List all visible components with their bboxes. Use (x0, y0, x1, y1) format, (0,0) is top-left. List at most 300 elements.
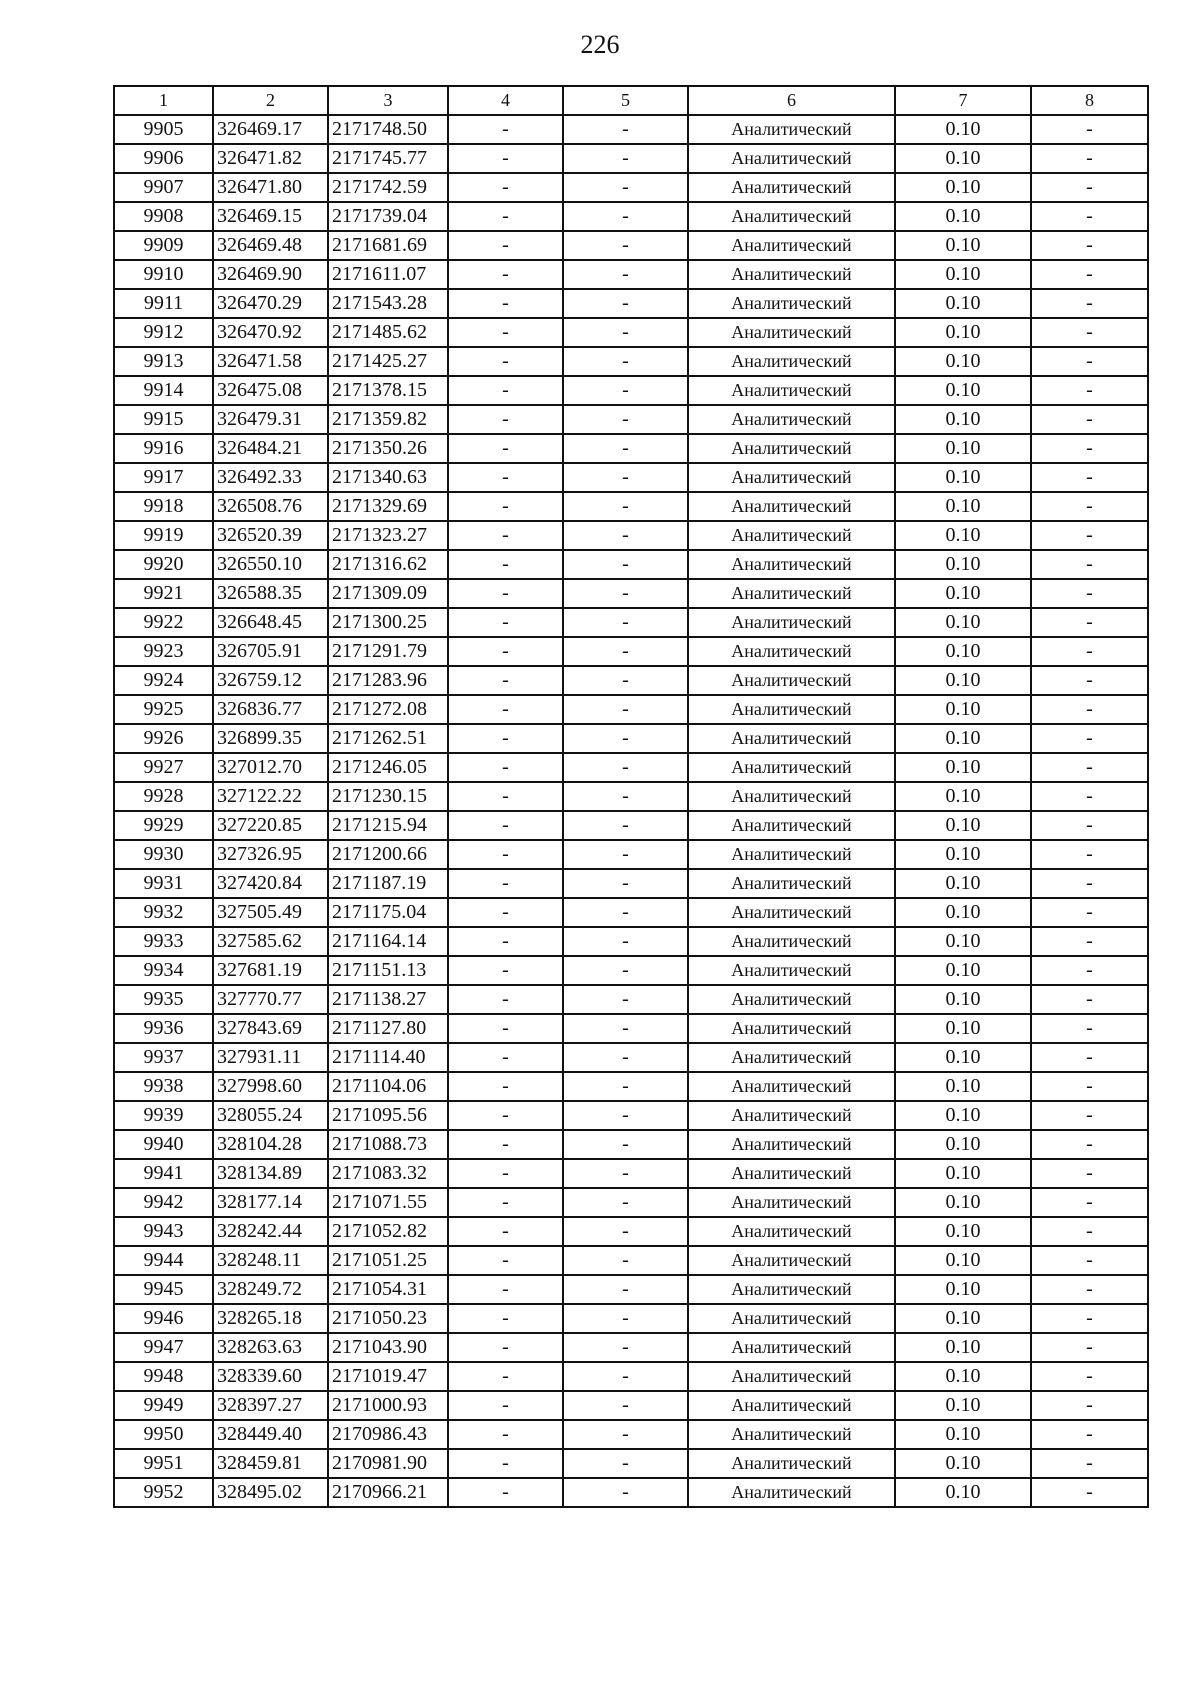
column-4-cell: - (448, 318, 563, 347)
accuracy-cell: 0.10 (895, 637, 1031, 666)
table-row (114, 1333, 1148, 1362)
y-coordinate-cell: 2171187.19 (328, 869, 448, 898)
column-4-cell: - (448, 637, 563, 666)
y-coordinate-cell: 2171019.47 (328, 1362, 448, 1391)
column-8-cell: - (1031, 840, 1148, 869)
y-coordinate-cell: 2171485.62 (328, 318, 448, 347)
column-8-cell: - (1031, 608, 1148, 637)
accuracy-cell: 0.10 (895, 840, 1031, 869)
point-number-cell: 9915 (114, 405, 213, 434)
y-coordinate-cell: 2170966.21 (328, 1478, 448, 1507)
table-row (114, 1391, 1148, 1420)
column-5-cell: - (563, 376, 688, 405)
accuracy-cell: 0.10 (895, 1304, 1031, 1333)
table-row (114, 927, 1148, 956)
column-5-cell: - (563, 1043, 688, 1072)
column-5-cell: - (563, 753, 688, 782)
accuracy-cell: 0.10 (895, 985, 1031, 1014)
y-coordinate-cell: 2171742.59 (328, 173, 448, 202)
column-4-cell: - (448, 1072, 563, 1101)
column-4-cell: - (448, 492, 563, 521)
x-coordinate-cell: 326471.80 (213, 173, 328, 202)
method-cell: Аналитический (688, 1420, 895, 1449)
accuracy-cell: 0.10 (895, 811, 1031, 840)
y-coordinate-cell: 2171739.04 (328, 202, 448, 231)
y-coordinate-cell: 2171681.69 (328, 231, 448, 260)
y-coordinate-cell: 2171215.94 (328, 811, 448, 840)
point-number-cell: 9908 (114, 202, 213, 231)
x-coordinate-cell: 326484.21 (213, 434, 328, 463)
point-number-cell: 9909 (114, 231, 213, 260)
table-row (114, 521, 1148, 550)
y-coordinate-cell: 2171300.25 (328, 608, 448, 637)
column-5-cell: - (563, 405, 688, 434)
column-8-cell: - (1031, 434, 1148, 463)
column-5-cell: - (563, 1072, 688, 1101)
column-5-cell: - (563, 231, 688, 260)
y-coordinate-cell: 2171745.77 (328, 144, 448, 173)
table-row (114, 1159, 1148, 1188)
table-row (114, 202, 1148, 231)
y-coordinate-cell: 2171052.82 (328, 1217, 448, 1246)
table-body (114, 86, 1148, 1507)
column-8-cell: - (1031, 1478, 1148, 1507)
method-cell: Аналитический (688, 1391, 895, 1420)
column-5-cell: - (563, 1188, 688, 1217)
column-4-cell: - (448, 202, 563, 231)
accuracy-cell: 0.10 (895, 405, 1031, 434)
column-8-cell: - (1031, 1275, 1148, 1304)
x-coordinate-cell: 327326.95 (213, 840, 328, 869)
x-coordinate-cell: 326471.82 (213, 144, 328, 173)
point-number-cell: 9946 (114, 1304, 213, 1333)
method-cell: Аналитический (688, 1449, 895, 1478)
column-5-cell: - (563, 579, 688, 608)
y-coordinate-cell: 2171246.05 (328, 753, 448, 782)
column-5-cell: - (563, 985, 688, 1014)
point-number-cell: 9913 (114, 347, 213, 376)
point-number-cell: 9929 (114, 811, 213, 840)
column-8-cell: - (1031, 1246, 1148, 1275)
method-cell: Аналитический (688, 956, 895, 985)
method-cell: Аналитический (688, 1159, 895, 1188)
x-coordinate-cell: 328265.18 (213, 1304, 328, 1333)
column-4-cell: - (448, 1188, 563, 1217)
accuracy-cell: 0.10 (895, 1130, 1031, 1159)
method-cell: Аналитический (688, 1478, 895, 1507)
column-8-cell: - (1031, 1101, 1148, 1130)
column-8-cell: - (1031, 115, 1148, 144)
x-coordinate-cell: 328459.81 (213, 1449, 328, 1478)
x-coordinate-cell: 326469.17 (213, 115, 328, 144)
accuracy-cell: 0.10 (895, 1420, 1031, 1449)
column-5-cell: - (563, 202, 688, 231)
column-5-cell: - (563, 869, 688, 898)
method-cell: Аналитический (688, 753, 895, 782)
accuracy-cell: 0.10 (895, 260, 1031, 289)
point-number-cell: 9906 (114, 144, 213, 173)
column-4-cell: - (448, 695, 563, 724)
table-row (114, 173, 1148, 202)
method-cell: Аналитический (688, 202, 895, 231)
column-4-cell: - (448, 753, 563, 782)
table-header-row (114, 86, 1148, 115)
table-row (114, 1130, 1148, 1159)
method-cell: Аналитический (688, 347, 895, 376)
x-coordinate-cell: 328134.89 (213, 1159, 328, 1188)
accuracy-cell: 0.10 (895, 1043, 1031, 1072)
point-number-cell: 9934 (114, 956, 213, 985)
x-coordinate-cell: 327998.60 (213, 1072, 328, 1101)
point-number-cell: 9931 (114, 869, 213, 898)
accuracy-cell: 0.10 (895, 231, 1031, 260)
point-number-cell: 9949 (114, 1391, 213, 1420)
y-coordinate-cell: 2171748.50 (328, 115, 448, 144)
column-8-cell: - (1031, 405, 1148, 434)
point-number-cell: 9952 (114, 1478, 213, 1507)
accuracy-cell: 0.10 (895, 1159, 1031, 1188)
y-coordinate-cell: 2171104.06 (328, 1072, 448, 1101)
x-coordinate-cell: 326588.35 (213, 579, 328, 608)
table-row (114, 695, 1148, 724)
column-4-cell: - (448, 1391, 563, 1420)
column-8-cell: - (1031, 492, 1148, 521)
column-5-cell: - (563, 463, 688, 492)
method-cell: Аналитический (688, 1072, 895, 1101)
x-coordinate-cell: 326520.39 (213, 521, 328, 550)
point-number-cell: 9918 (114, 492, 213, 521)
y-coordinate-cell: 2171378.15 (328, 376, 448, 405)
column-4-cell: - (448, 869, 563, 898)
accuracy-cell: 0.10 (895, 173, 1031, 202)
method-cell: Аналитический (688, 811, 895, 840)
x-coordinate-cell: 326469.90 (213, 260, 328, 289)
column-5-cell: - (563, 1159, 688, 1188)
x-coordinate-cell: 326470.92 (213, 318, 328, 347)
method-cell: Аналитический (688, 434, 895, 463)
method-cell: Аналитический (688, 1217, 895, 1246)
table-row (114, 1246, 1148, 1275)
point-number-cell: 9920 (114, 550, 213, 579)
column-4-cell: - (448, 260, 563, 289)
y-coordinate-cell: 2171071.55 (328, 1188, 448, 1217)
point-number-cell: 9922 (114, 608, 213, 637)
column-8-cell: - (1031, 1130, 1148, 1159)
method-cell: Аналитический (688, 985, 895, 1014)
accuracy-cell: 0.10 (895, 782, 1031, 811)
table-row (114, 405, 1148, 434)
x-coordinate-cell: 328248.11 (213, 1246, 328, 1275)
column-5-cell: - (563, 550, 688, 579)
x-coordinate-cell: 326479.31 (213, 405, 328, 434)
column-8-cell: - (1031, 521, 1148, 550)
point-number-cell: 9910 (114, 260, 213, 289)
table-row (114, 463, 1148, 492)
point-number-cell: 9951 (114, 1449, 213, 1478)
accuracy-cell: 0.10 (895, 1362, 1031, 1391)
y-coordinate-cell: 2171230.15 (328, 782, 448, 811)
point-number-cell: 9944 (114, 1246, 213, 1275)
column-8-cell: - (1031, 318, 1148, 347)
column-header: 4 (448, 86, 563, 115)
method-cell: Аналитический (688, 869, 895, 898)
x-coordinate-cell: 327220.85 (213, 811, 328, 840)
column-8-cell: - (1031, 1188, 1148, 1217)
point-number-cell: 9912 (114, 318, 213, 347)
column-8-cell: - (1031, 231, 1148, 260)
accuracy-cell: 0.10 (895, 434, 1031, 463)
column-header: 2 (213, 86, 328, 115)
point-number-cell: 9937 (114, 1043, 213, 1072)
column-4-cell: - (448, 1217, 563, 1246)
column-5-cell: - (563, 637, 688, 666)
method-cell: Аналитический (688, 1043, 895, 1072)
table-row (114, 260, 1148, 289)
x-coordinate-cell: 327770.77 (213, 985, 328, 1014)
y-coordinate-cell: 2171050.23 (328, 1304, 448, 1333)
column-4-cell: - (448, 666, 563, 695)
y-coordinate-cell: 2171323.27 (328, 521, 448, 550)
method-cell: Аналитический (688, 144, 895, 173)
column-8-cell: - (1031, 985, 1148, 1014)
y-coordinate-cell: 2171083.32 (328, 1159, 448, 1188)
column-5-cell: - (563, 260, 688, 289)
x-coordinate-cell: 326759.12 (213, 666, 328, 695)
x-coordinate-cell: 327420.84 (213, 869, 328, 898)
y-coordinate-cell: 2171127.80 (328, 1014, 448, 1043)
y-coordinate-cell: 2171272.08 (328, 695, 448, 724)
table-row (114, 1275, 1148, 1304)
column-5-cell: - (563, 173, 688, 202)
y-coordinate-cell: 2171283.96 (328, 666, 448, 695)
accuracy-cell: 0.10 (895, 347, 1031, 376)
column-4-cell: - (448, 579, 563, 608)
table-row (114, 1014, 1148, 1043)
point-number-cell: 9945 (114, 1275, 213, 1304)
accuracy-cell: 0.10 (895, 289, 1031, 318)
column-5-cell: - (563, 1246, 688, 1275)
column-5-cell: - (563, 289, 688, 318)
point-number-cell: 9943 (114, 1217, 213, 1246)
table-row (114, 1072, 1148, 1101)
point-number-cell: 9926 (114, 724, 213, 753)
column-5-cell: - (563, 898, 688, 927)
column-5-cell: - (563, 1362, 688, 1391)
table-row (114, 985, 1148, 1014)
column-8-cell: - (1031, 376, 1148, 405)
x-coordinate-cell: 328397.27 (213, 1391, 328, 1420)
point-number-cell: 9940 (114, 1130, 213, 1159)
column-5-cell: - (563, 724, 688, 753)
column-5-cell: - (563, 956, 688, 985)
column-4-cell: - (448, 608, 563, 637)
point-number-cell: 9938 (114, 1072, 213, 1101)
x-coordinate-cell: 326508.76 (213, 492, 328, 521)
y-coordinate-cell: 2171359.82 (328, 405, 448, 434)
column-5-cell: - (563, 1420, 688, 1449)
y-coordinate-cell: 2171316.62 (328, 550, 448, 579)
column-5-cell: - (563, 1333, 688, 1362)
accuracy-cell: 0.10 (895, 318, 1031, 347)
point-number-cell: 9935 (114, 985, 213, 1014)
x-coordinate-cell: 326469.48 (213, 231, 328, 260)
table-row (114, 434, 1148, 463)
method-cell: Аналитический (688, 840, 895, 869)
point-number-cell: 9942 (114, 1188, 213, 1217)
method-cell: Аналитический (688, 318, 895, 347)
method-cell: Аналитический (688, 1333, 895, 1362)
y-coordinate-cell: 2171200.66 (328, 840, 448, 869)
column-8-cell: - (1031, 1072, 1148, 1101)
accuracy-cell: 0.10 (895, 492, 1031, 521)
column-5-cell: - (563, 144, 688, 173)
accuracy-cell: 0.10 (895, 550, 1031, 579)
column-4-cell: - (448, 521, 563, 550)
column-4-cell: - (448, 1304, 563, 1333)
column-4-cell: - (448, 956, 563, 985)
method-cell: Аналитический (688, 1188, 895, 1217)
column-8-cell: - (1031, 1420, 1148, 1449)
table-row (114, 608, 1148, 637)
table-row (114, 724, 1148, 753)
point-number-cell: 9932 (114, 898, 213, 927)
method-cell: Аналитический (688, 782, 895, 811)
accuracy-cell: 0.10 (895, 1391, 1031, 1420)
point-number-cell: 9950 (114, 1420, 213, 1449)
accuracy-cell: 0.10 (895, 666, 1031, 695)
accuracy-cell: 0.10 (895, 1246, 1031, 1275)
column-8-cell: - (1031, 1217, 1148, 1246)
column-8-cell: - (1031, 463, 1148, 492)
method-cell: Аналитический (688, 898, 895, 927)
column-4-cell: - (448, 1275, 563, 1304)
y-coordinate-cell: 2171151.13 (328, 956, 448, 985)
y-coordinate-cell: 2171309.09 (328, 579, 448, 608)
column-5-cell: - (563, 840, 688, 869)
point-number-cell: 9925 (114, 695, 213, 724)
x-coordinate-cell: 327931.11 (213, 1043, 328, 1072)
column-8-cell: - (1031, 695, 1148, 724)
point-number-cell: 9916 (114, 434, 213, 463)
column-header: 6 (688, 86, 895, 115)
method-cell: Аналитический (688, 492, 895, 521)
y-coordinate-cell: 2171088.73 (328, 1130, 448, 1159)
column-5-cell: - (563, 1275, 688, 1304)
column-8-cell: - (1031, 144, 1148, 173)
method-cell: Аналитический (688, 1101, 895, 1130)
column-5-cell: - (563, 1101, 688, 1130)
table-row (114, 1478, 1148, 1507)
column-4-cell: - (448, 1478, 563, 1507)
point-number-cell: 9928 (114, 782, 213, 811)
y-coordinate-cell: 2170986.43 (328, 1420, 448, 1449)
column-8-cell: - (1031, 173, 1148, 202)
column-header: 8 (1031, 86, 1148, 115)
point-number-cell: 9923 (114, 637, 213, 666)
x-coordinate-cell: 328449.40 (213, 1420, 328, 1449)
column-8-cell: - (1031, 347, 1148, 376)
column-8-cell: - (1031, 289, 1148, 318)
column-header: 7 (895, 86, 1031, 115)
column-8-cell: - (1031, 1333, 1148, 1362)
x-coordinate-cell: 328495.02 (213, 1478, 328, 1507)
point-number-cell: 9939 (114, 1101, 213, 1130)
y-coordinate-cell: 2171164.14 (328, 927, 448, 956)
table-row (114, 550, 1148, 579)
column-4-cell: - (448, 1014, 563, 1043)
accuracy-cell: 0.10 (895, 1217, 1031, 1246)
point-number-cell: 9905 (114, 115, 213, 144)
method-cell: Аналитический (688, 521, 895, 550)
method-cell: Аналитический (688, 1275, 895, 1304)
column-5-cell: - (563, 782, 688, 811)
column-5-cell: - (563, 695, 688, 724)
x-coordinate-cell: 328177.14 (213, 1188, 328, 1217)
method-cell: Аналитический (688, 376, 895, 405)
point-number-cell: 9921 (114, 579, 213, 608)
column-5-cell: - (563, 608, 688, 637)
x-coordinate-cell: 328249.72 (213, 1275, 328, 1304)
y-coordinate-cell: 2171043.90 (328, 1333, 448, 1362)
y-coordinate-cell: 2171262.51 (328, 724, 448, 753)
point-number-cell: 9907 (114, 173, 213, 202)
y-coordinate-cell: 2170981.90 (328, 1449, 448, 1478)
column-4-cell: - (448, 115, 563, 144)
table-row (114, 753, 1148, 782)
coordinates-table (113, 85, 1149, 1508)
accuracy-cell: 0.10 (895, 115, 1031, 144)
column-4-cell: - (448, 898, 563, 927)
column-4-cell: - (448, 463, 563, 492)
column-8-cell: - (1031, 753, 1148, 782)
column-8-cell: - (1031, 202, 1148, 231)
column-8-cell: - (1031, 811, 1148, 840)
table-row (114, 318, 1148, 347)
method-cell: Аналитический (688, 1362, 895, 1391)
table-row (114, 840, 1148, 869)
point-number-cell: 9930 (114, 840, 213, 869)
point-number-cell: 9948 (114, 1362, 213, 1391)
x-coordinate-cell: 328055.24 (213, 1101, 328, 1130)
column-8-cell: - (1031, 666, 1148, 695)
accuracy-cell: 0.10 (895, 1101, 1031, 1130)
x-coordinate-cell: 326550.10 (213, 550, 328, 579)
accuracy-cell: 0.10 (895, 579, 1031, 608)
accuracy-cell: 0.10 (895, 695, 1031, 724)
table-row (114, 579, 1148, 608)
table-row (114, 1101, 1148, 1130)
accuracy-cell: 0.10 (895, 1072, 1031, 1101)
column-4-cell: - (448, 1159, 563, 1188)
column-4-cell: - (448, 1101, 563, 1130)
column-header: 3 (328, 86, 448, 115)
x-coordinate-cell: 326705.91 (213, 637, 328, 666)
column-8-cell: - (1031, 1014, 1148, 1043)
x-coordinate-cell: 327122.22 (213, 782, 328, 811)
column-4-cell: - (448, 1333, 563, 1362)
y-coordinate-cell: 2171000.93 (328, 1391, 448, 1420)
column-5-cell: - (563, 492, 688, 521)
y-coordinate-cell: 2171329.69 (328, 492, 448, 521)
column-5-cell: - (563, 1217, 688, 1246)
column-8-cell: - (1031, 1159, 1148, 1188)
column-8-cell: - (1031, 550, 1148, 579)
column-header: 1 (114, 86, 213, 115)
column-8-cell: - (1031, 1449, 1148, 1478)
point-number-cell: 9941 (114, 1159, 213, 1188)
column-4-cell: - (448, 173, 563, 202)
column-5-cell: - (563, 1014, 688, 1043)
